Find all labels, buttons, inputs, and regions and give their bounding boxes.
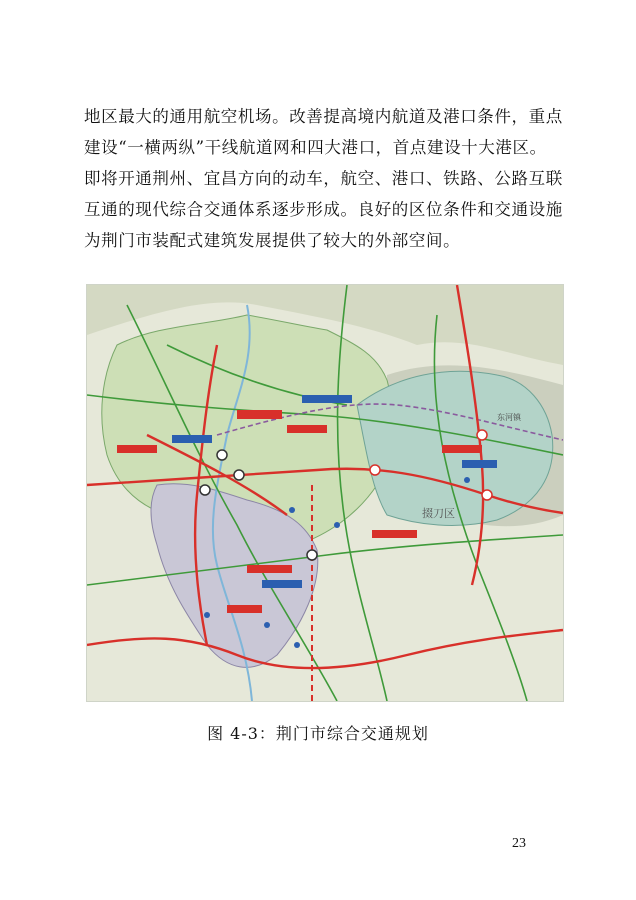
map-graphic [87,285,563,701]
body-paragraph [84,101,563,256]
transport-plan-map [86,284,564,702]
body-line: 为荆门市装配式建筑发展提供了较大的外部空间。 [84,231,461,250]
body-line: 地区最大的通用航空机场。改善提高境内航道及港口条件，重点 [84,107,563,126]
district-label: 掇刀区 [422,507,455,520]
town-label: 东河镇 [497,413,521,422]
body-line: 即将开通荆州、宜昌方向的动车，航空、港口、铁路、公路互联 [84,169,563,188]
figure-caption: 图 4-3：荆门市综合交通规划 [207,724,429,743]
body-line: 互通的现代综合交通体系逐步形成。良好的区位条件和交通设施 [84,200,563,219]
body-line: 建设“一横两纵”干线航道网和四大港口，首点建设十大港区。 [84,138,547,157]
page-number: 23 [512,836,526,851]
